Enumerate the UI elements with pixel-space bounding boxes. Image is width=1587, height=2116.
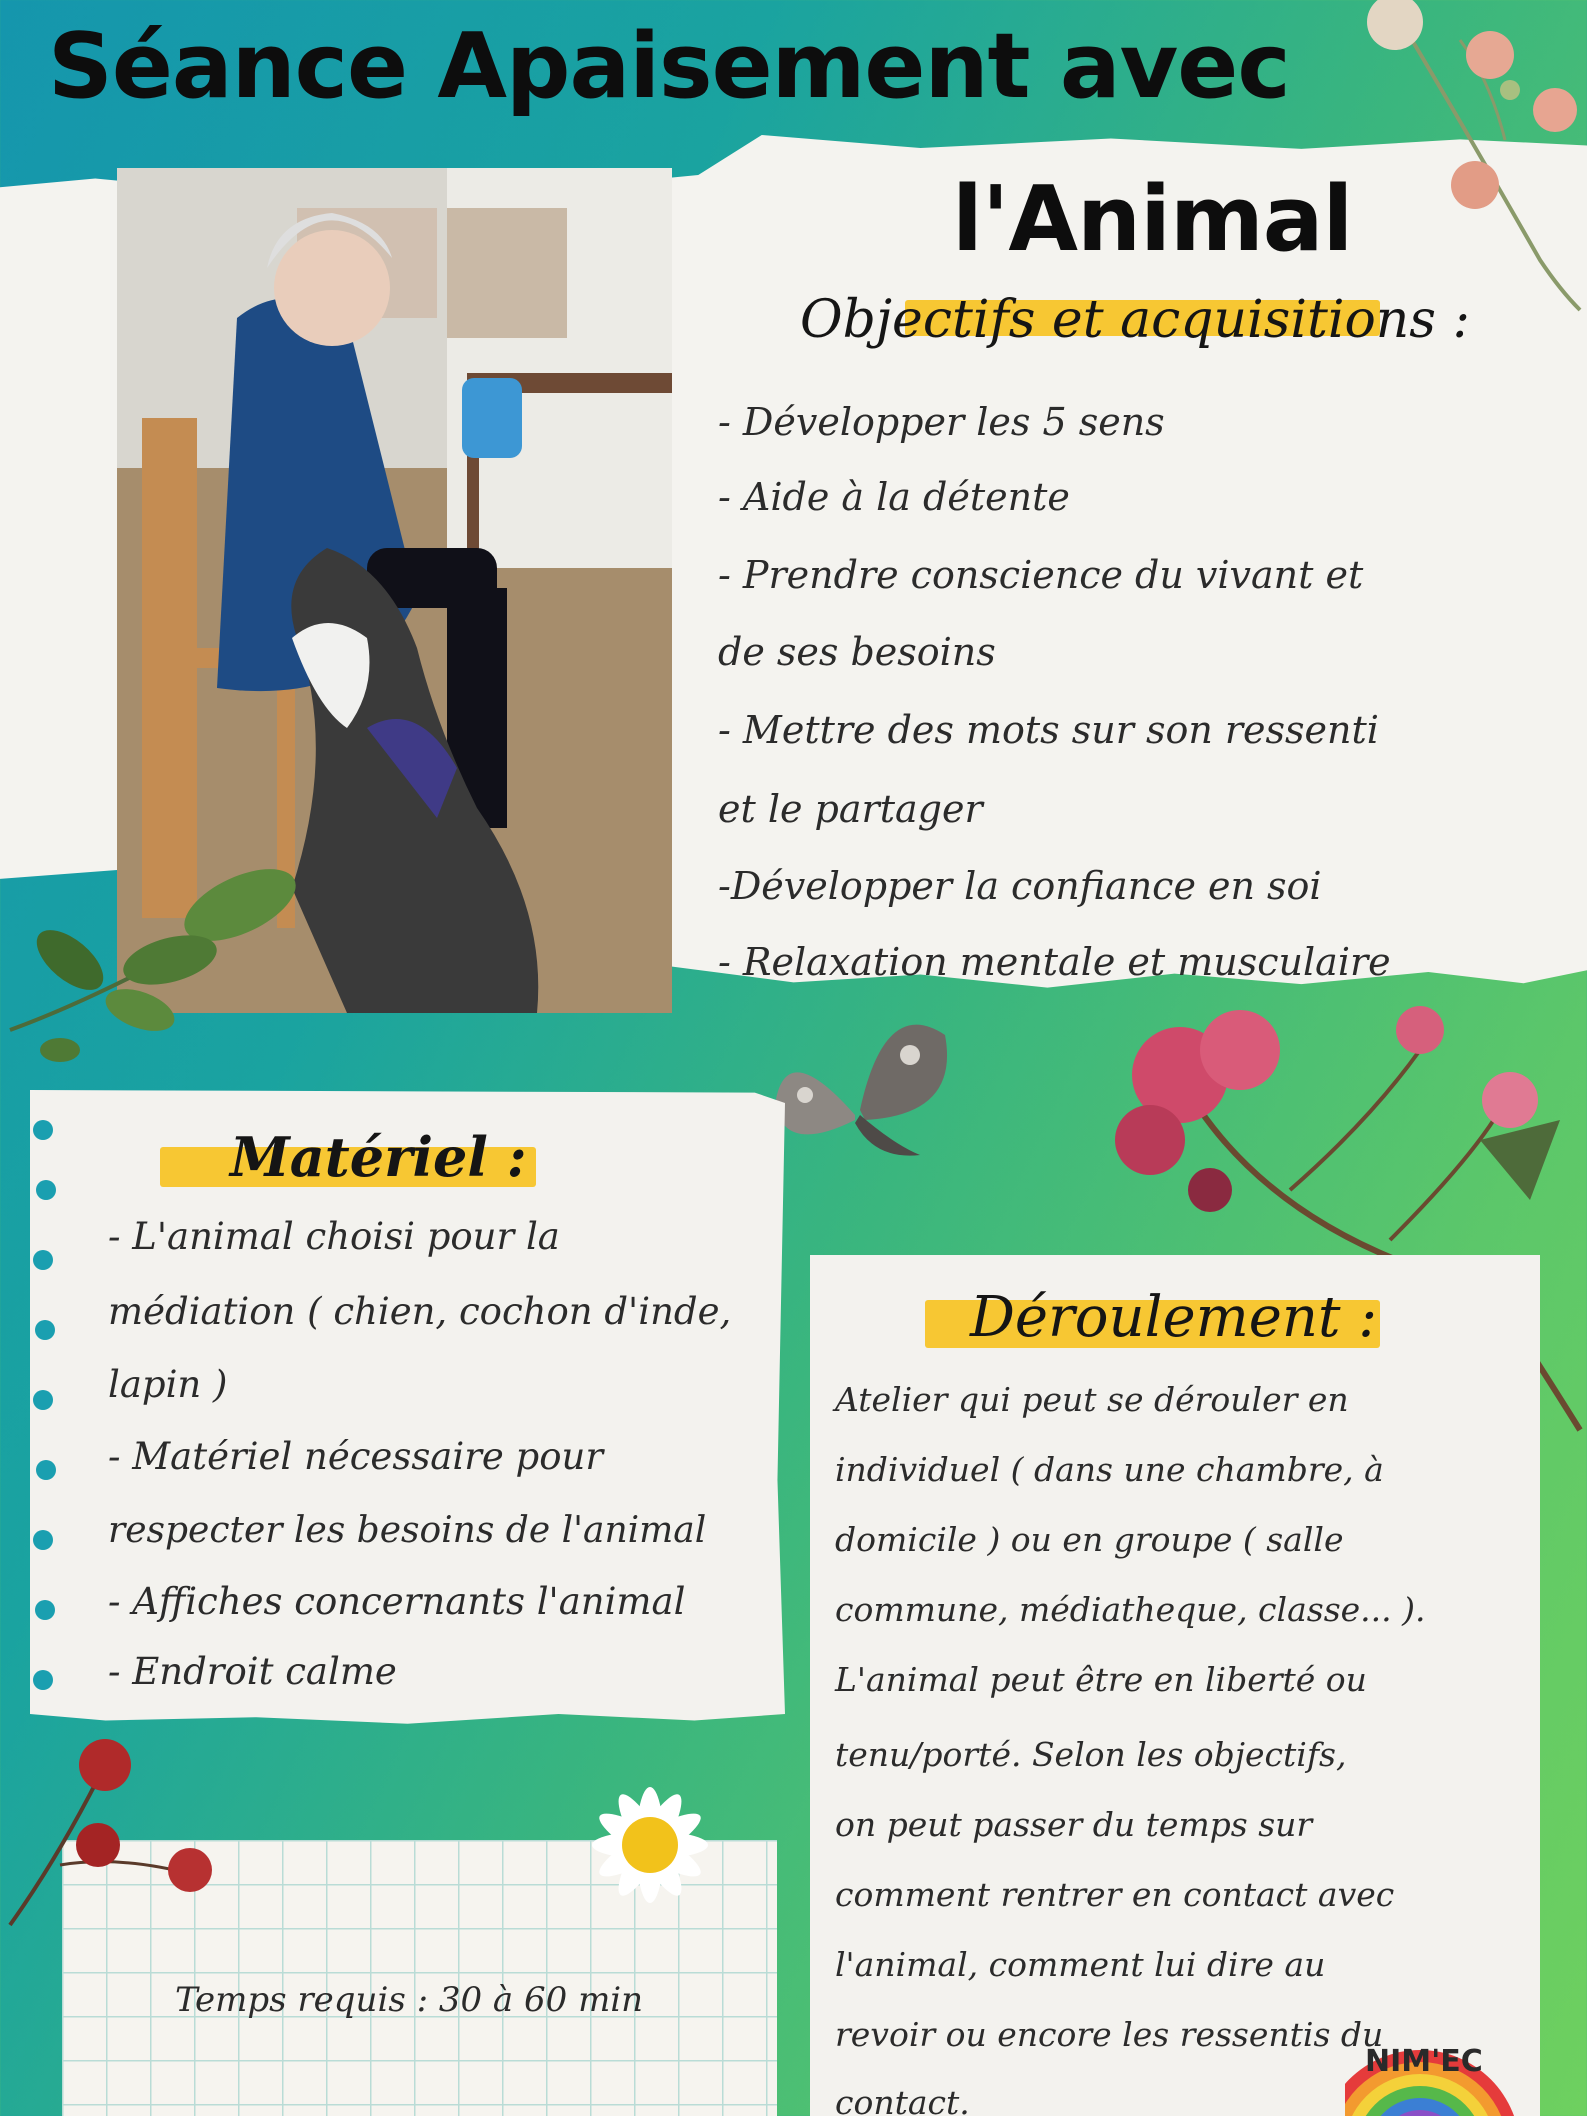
deroulement-line: commune, médiatheque, classe... ). [835,1590,1426,1629]
notebook-hole [33,1250,53,1270]
objective-item: - Prendre conscience du vivant et [718,553,1364,597]
notebook-hole [35,1320,55,1340]
objective-item: - Développer les 5 sens [718,400,1165,444]
deroulement-line: tenu/porté. Selon les objectifs, [835,1735,1347,1774]
objective-item: - Relaxation mentale et musculaire [718,940,1391,984]
materiel-item: - Affiches concernants l'animal [108,1580,686,1623]
page-title-line1: Séance Apaisement avec [48,14,1290,119]
page-title-line2: l'Animal [952,167,1353,272]
deroulement-line: domicile ) ou en groupe ( salle [835,1520,1344,1559]
daisy-illustration [570,1770,730,1920]
objective-item: -Développer la confiance en soi [718,864,1322,908]
deroulement-line: contact. [835,2083,970,2116]
deroulement-line: l'animal, comment lui dire au [835,1945,1326,1984]
objective-item: - Mettre des mots sur son ressenti [718,708,1379,752]
materiel-item: - L'animal choisi pour la [108,1215,560,1258]
deroulement-line: individuel ( dans une chambre, à [835,1450,1384,1489]
deroulement-heading: Déroulement : [970,1285,1378,1350]
notebook-hole [36,1460,56,1480]
logo-text: NIM'EC [1365,2044,1483,2079]
deroulement-line: L'animal peut être en liberté ou [835,1660,1367,1699]
materiel-item: médiation ( chien, cochon d'inde, [108,1290,732,1333]
objective-item: et le partager [718,787,983,831]
deroulement-line: comment rentrer en contact avec [835,1875,1395,1914]
leaf-sprig-illustration [0,860,310,1090]
time-required-label: Temps requis : 30 à 60 min [175,1980,644,2020]
deroulement-line: Atelier qui peut se dérouler en [835,1380,1349,1419]
materiel-item: - Matériel nécessaire pour [108,1435,604,1478]
objectives-heading: Objectifs et acquisitions : [800,290,1471,350]
rainbow-logo [1345,2040,1575,2116]
notebook-hole [33,1390,53,1410]
deroulement-line: revoir ou encore les ressentis du [835,2015,1384,2054]
notebook-hole [36,1180,56,1200]
materiel-item: respecter les besoins de l'animal [108,1510,707,1551]
objective-item: - Aide à la détente [718,475,1070,519]
materiel-item: lapin ) [108,1363,228,1406]
notebook-hole [33,1670,53,1690]
dried-flowers-top-illustration [1340,0,1587,320]
materiel-heading: Matériel : [230,1125,527,1189]
red-flowers-illustration [0,1735,230,1935]
objective-item: de ses besoins [718,630,996,674]
notebook-hole [33,1120,53,1140]
notebook-hole [33,1530,53,1550]
materiel-item: - Endroit calme [108,1650,397,1693]
deroulement-line: on peut passer du temps sur [835,1805,1313,1844]
notebook-hole [35,1600,55,1620]
